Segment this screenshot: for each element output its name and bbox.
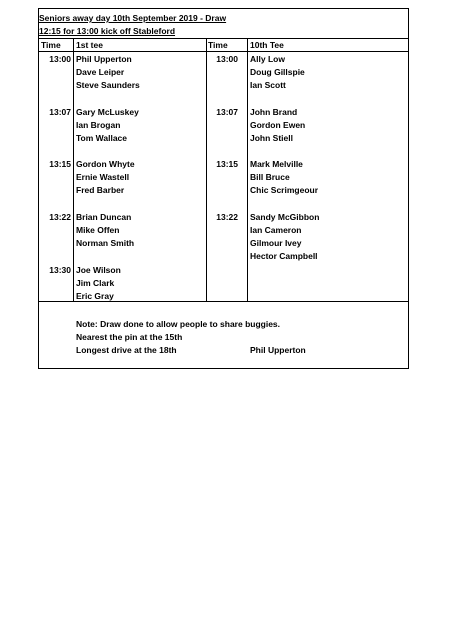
left-player-name: Dave Leiper bbox=[76, 67, 125, 77]
left-tee-time: 13:22 bbox=[49, 212, 71, 222]
note-line-1: Note: Draw done to allow people to share buggies. bbox=[76, 319, 281, 329]
left-player-name: Ian Brogan bbox=[76, 120, 121, 130]
right-player-name: John Brand bbox=[250, 107, 298, 117]
left-player-name: Gary McLuskey bbox=[76, 107, 139, 117]
right-player-name: Chic Scrimgeour bbox=[250, 185, 319, 195]
right-player-name: Hector Campbell bbox=[250, 251, 318, 261]
right-player-name: Ian Cameron bbox=[250, 225, 302, 235]
note-line-3: Longest drive at the 18th bbox=[76, 345, 177, 355]
header-time-right: Time bbox=[208, 40, 228, 50]
right-tee-time: 13:22 bbox=[216, 212, 238, 222]
page-subtitle: 12:15 for 13:00 kick off Stableford bbox=[39, 26, 176, 36]
left-player-name: Phil Upperton bbox=[76, 54, 132, 64]
header-time-left: Time bbox=[41, 40, 61, 50]
note-signature: Phil Upperton bbox=[250, 345, 306, 355]
right-tee-time: 13:07 bbox=[216, 107, 238, 117]
col-divider-1 bbox=[73, 38, 74, 301]
right-tee-time: 13:15 bbox=[216, 159, 238, 169]
page-title: Seniors away day 10th September 2019 - Draw bbox=[39, 13, 227, 23]
divider-top bbox=[39, 38, 408, 39]
right-player-name: John Stiell bbox=[250, 133, 293, 143]
header-tee-right: 10th Tee bbox=[250, 40, 284, 50]
right-player-name: Ally Low bbox=[250, 54, 285, 64]
left-tee-time: 13:07 bbox=[49, 107, 71, 117]
left-player-name: Norman Smith bbox=[76, 238, 135, 248]
left-player-name: Jim Clark bbox=[76, 278, 115, 288]
right-player-name: Doug Gillspie bbox=[250, 67, 305, 77]
left-player-name: Mike Offen bbox=[76, 225, 120, 235]
col-divider-2 bbox=[206, 38, 207, 301]
right-player-name: Mark Melville bbox=[250, 159, 303, 169]
draw-sheet bbox=[38, 8, 409, 369]
left-tee-time: 13:00 bbox=[49, 54, 71, 64]
left-tee-time: 13:30 bbox=[49, 265, 71, 275]
left-player-name: Fred Barber bbox=[76, 185, 125, 195]
right-player-name: Sandy McGibbon bbox=[250, 212, 320, 222]
left-player-name: Tom Wallace bbox=[76, 133, 128, 143]
left-tee-time: 13:15 bbox=[49, 159, 71, 169]
header-tee-left: 1st tee bbox=[76, 40, 103, 50]
col-divider-3 bbox=[247, 38, 248, 301]
right-player-name: Gordon Ewen bbox=[250, 120, 306, 130]
right-player-name: Bill Bruce bbox=[250, 172, 290, 182]
right-player-name: Gilmour Ivey bbox=[250, 238, 302, 248]
left-player-name: Ernie Wastell bbox=[76, 172, 130, 182]
left-player-name: Steve Saunders bbox=[76, 80, 140, 90]
right-player-name: Ian Scott bbox=[250, 80, 286, 90]
left-player-name: Joe Wilson bbox=[76, 265, 121, 275]
right-tee-time: 13:00 bbox=[216, 54, 238, 64]
left-player-name: Gordon Whyte bbox=[76, 159, 135, 169]
note-line-2: Nearest the pin at the 15th bbox=[76, 332, 183, 342]
left-player-name: Eric Gray bbox=[76, 291, 114, 301]
left-player-name: Brian Duncan bbox=[76, 212, 132, 222]
divider-header bbox=[39, 51, 408, 52]
